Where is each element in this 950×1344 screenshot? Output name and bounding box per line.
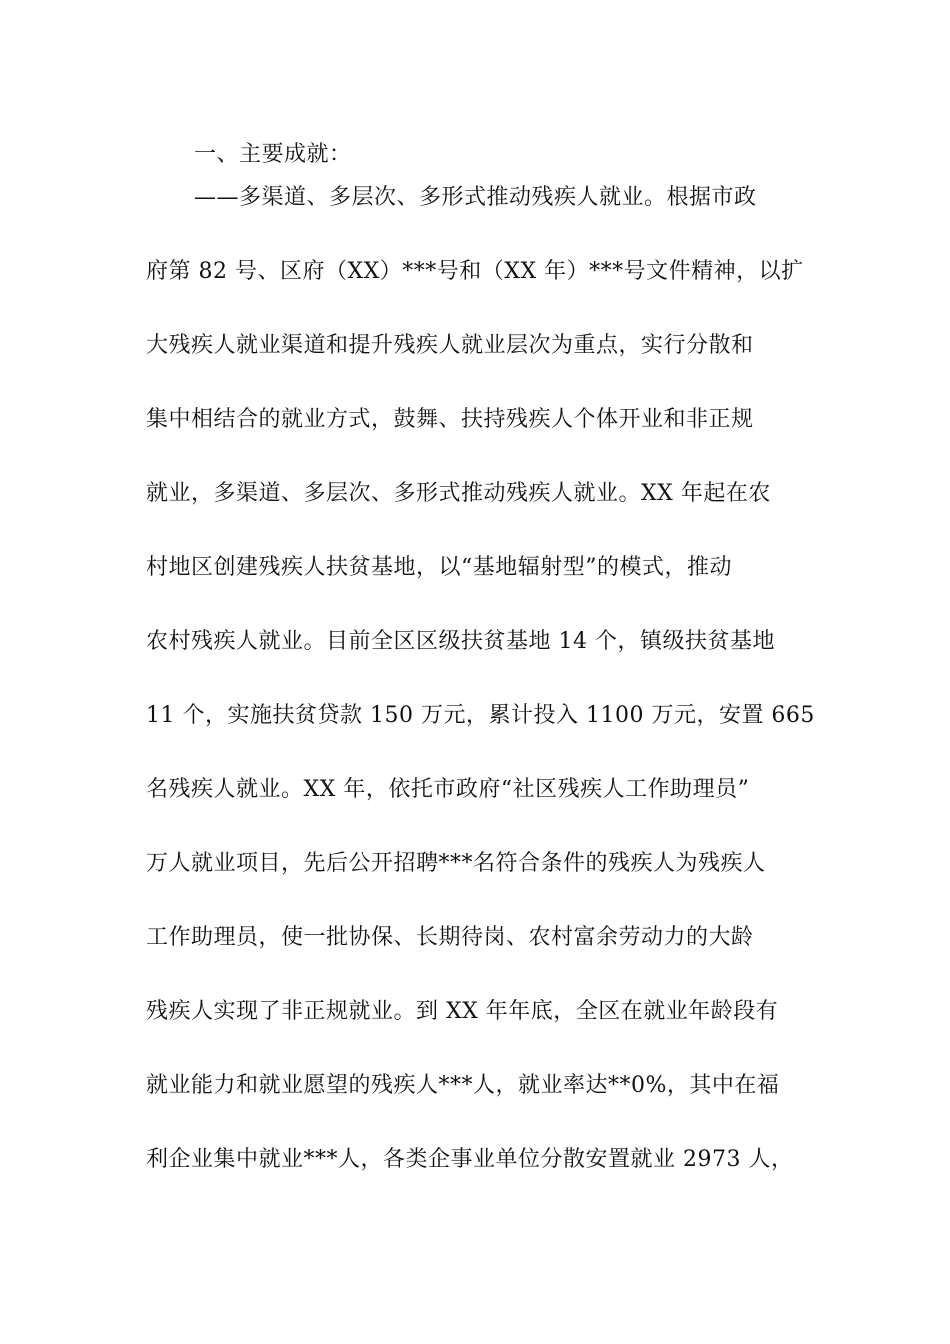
paragraph-line: 万人就业项目，先后公开招聘***名符合条件的残疾人为残疾人 [146, 851, 766, 876]
paragraph-line: 工作助理员，使一批协保、长期待岗、农村富余劳动力的大龄 [146, 925, 754, 950]
paragraph-line: 利企业集中就业***人，各类企事业单位分散安置就业 2973 人， [146, 1147, 794, 1172]
paragraph-line: 11 个，实施扶贫贷款 150 万元，累计投入 1100 万元，安置 665 [146, 703, 815, 728]
paragraph-line: 就业能力和就业愿望的残疾人***人，就业率达**0%，其中在福 [146, 1073, 780, 1098]
paragraph-line: 农村残疾人就业。目前全区区级扶贫基地 14 个，镇级扶贫基地 [146, 629, 775, 654]
paragraph-line: 村地区创建残疾人扶贫基地，以“基地辐射型”的模式，推动 [146, 555, 732, 580]
paragraph-line: 就业，多渠道、多层次、多形式推动残疾人就业。XX 年起在农 [146, 481, 771, 506]
paragraph-line: ——多渠道、多层次、多形式推动残疾人就业。根据市政 [194, 185, 757, 210]
paragraph-line: 集中相结合的就业方式，鼓舞、扶持残疾人个体开业和非正规 [146, 407, 754, 432]
paragraph-line: 府第 82 号、区府（XX）***号和（XX 年）***号文件精神，以扩 [146, 259, 804, 284]
section-heading: 一、主要成就： [194, 142, 352, 167]
paragraph-line: 名残疾人就业。XX 年，依托市政府“社区残疾人工作助理员” [146, 777, 750, 802]
paragraph-line: 残疾人实现了非正规就业。到 XX 年年底，全区在就业年龄段有 [146, 999, 779, 1024]
paragraph-line: 大残疾人就业渠道和提升残疾人就业层次为重点，实行分散和 [146, 333, 754, 358]
